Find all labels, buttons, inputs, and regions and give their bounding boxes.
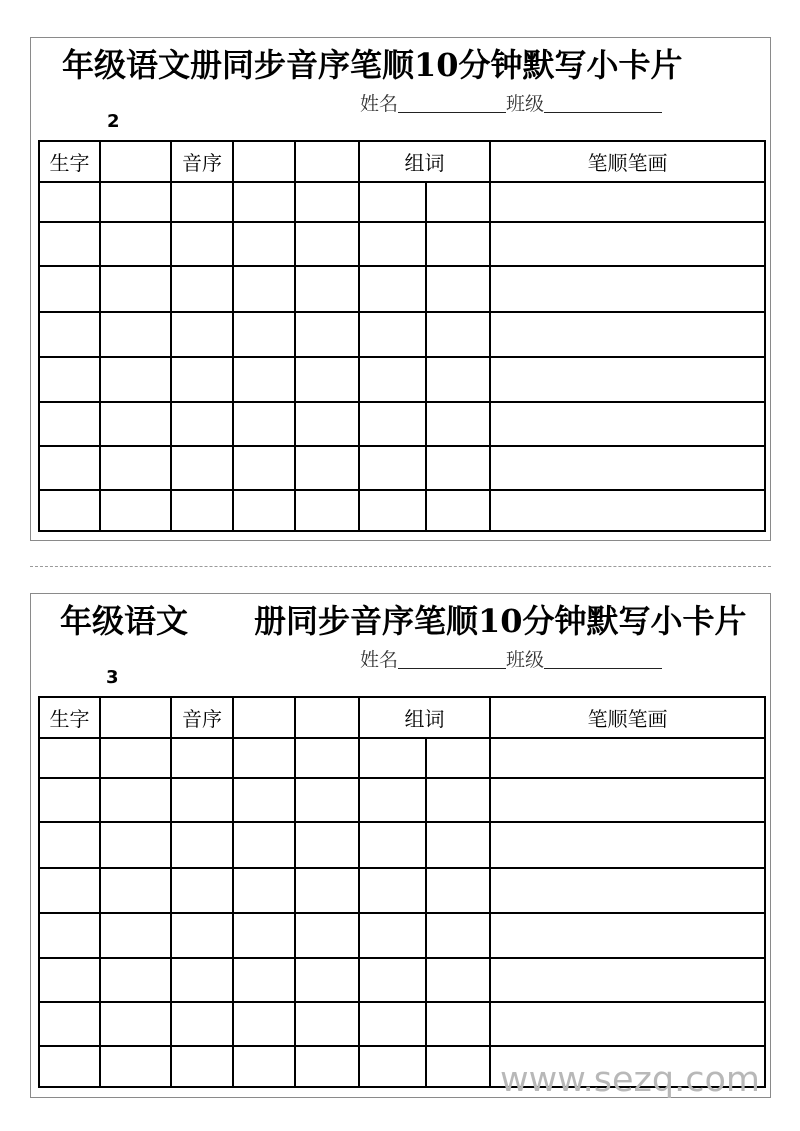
blank-cell xyxy=(233,266,295,312)
table-row xyxy=(39,446,765,490)
blank-cell xyxy=(426,312,490,357)
blank-cell xyxy=(490,822,765,868)
card-number: 3 xyxy=(106,667,119,688)
header-phonetic-order: 音序 xyxy=(171,697,233,738)
card-title: 年级语文册同步音序笔顺10分钟默写小卡片 xyxy=(62,46,683,84)
blank-cell xyxy=(295,822,359,868)
blank-cell xyxy=(100,402,171,446)
table-row xyxy=(39,958,765,1002)
table-body xyxy=(39,182,765,531)
blank-cell xyxy=(295,1046,359,1087)
header-blank xyxy=(233,697,295,738)
blank-cell xyxy=(295,778,359,822)
blank-cell xyxy=(490,778,765,822)
blank-cell xyxy=(490,1002,765,1046)
blank-cell xyxy=(295,266,359,312)
blank-cell xyxy=(171,778,233,822)
blank-cell xyxy=(359,868,426,913)
blank-cell xyxy=(171,266,233,312)
blank-cell xyxy=(100,868,171,913)
blank-cell xyxy=(171,868,233,913)
blank-cell xyxy=(100,958,171,1002)
table-row xyxy=(39,778,765,822)
dictation-card xyxy=(30,593,771,1098)
blank-cell xyxy=(295,868,359,913)
blank-cell xyxy=(426,357,490,402)
dictation-table xyxy=(38,696,766,1088)
blank-cell xyxy=(490,357,765,402)
blank-cell xyxy=(171,446,233,490)
blank-cell xyxy=(295,738,359,778)
blank-cell xyxy=(100,357,171,402)
blank-cell xyxy=(100,490,171,531)
blank-cell xyxy=(39,357,100,402)
blank-cell xyxy=(490,312,765,357)
blank-cell xyxy=(233,402,295,446)
blank-cell xyxy=(295,1002,359,1046)
name-blank xyxy=(398,92,506,113)
blank-cell xyxy=(295,357,359,402)
name-label: 姓名 xyxy=(360,93,399,115)
blank-cell xyxy=(233,822,295,868)
dictation-card xyxy=(30,37,771,541)
student-info-line xyxy=(360,648,662,672)
blank-cell xyxy=(39,1002,100,1046)
header-stroke-order: 笔顺笔画 xyxy=(490,697,765,738)
blank-cell xyxy=(233,357,295,402)
blank-cell xyxy=(490,182,765,222)
header-blank xyxy=(100,697,171,738)
blank-cell xyxy=(100,822,171,868)
blank-cell xyxy=(295,312,359,357)
blank-cell xyxy=(426,446,490,490)
blank-cell xyxy=(359,778,426,822)
blank-cell xyxy=(295,402,359,446)
blank-cell xyxy=(359,1002,426,1046)
header-character: 生字 xyxy=(39,141,100,182)
table-row xyxy=(39,357,765,402)
blank-cell xyxy=(233,913,295,958)
blank-cell xyxy=(100,778,171,822)
blank-cell xyxy=(100,446,171,490)
blank-cell xyxy=(490,402,765,446)
blank-cell xyxy=(359,266,426,312)
blank-cell xyxy=(490,222,765,266)
blank-cell xyxy=(100,1046,171,1087)
class-label: 班级 xyxy=(506,93,545,115)
blank-cell xyxy=(426,868,490,913)
header-blank xyxy=(295,141,359,182)
blank-cell xyxy=(233,182,295,222)
class-blank xyxy=(544,92,662,113)
blank-cell xyxy=(39,312,100,357)
site-watermark: www.sezq.com xyxy=(500,1060,761,1100)
blank-cell xyxy=(359,913,426,958)
table-row xyxy=(39,182,765,222)
blank-cell xyxy=(359,182,426,222)
blank-cell xyxy=(359,222,426,266)
blank-cell xyxy=(39,868,100,913)
blank-cell xyxy=(295,913,359,958)
blank-cell xyxy=(39,958,100,1002)
blank-cell xyxy=(171,913,233,958)
blank-cell xyxy=(426,490,490,531)
blank-cell xyxy=(233,1002,295,1046)
card-number: 2 xyxy=(107,111,120,132)
blank-cell xyxy=(233,778,295,822)
blank-cell xyxy=(359,738,426,778)
blank-cell xyxy=(171,958,233,1002)
blank-cell xyxy=(490,490,765,531)
blank-cell xyxy=(295,182,359,222)
blank-cell xyxy=(490,738,765,778)
header-character: 生字 xyxy=(39,697,100,738)
name-label: 姓名 xyxy=(360,649,399,671)
blank-cell xyxy=(39,222,100,266)
dictation-table xyxy=(38,140,766,532)
table-row xyxy=(39,822,765,868)
blank-cell xyxy=(39,822,100,868)
class-blank xyxy=(544,648,662,669)
card-title-right: 册同步音序笔顺10分钟默写小卡片 xyxy=(254,602,747,640)
table-row xyxy=(39,266,765,312)
table-row xyxy=(39,312,765,357)
blank-cell xyxy=(233,312,295,357)
blank-cell xyxy=(171,738,233,778)
blank-cell xyxy=(171,490,233,531)
blank-cell xyxy=(426,1046,490,1087)
table-row xyxy=(39,490,765,531)
blank-cell xyxy=(39,778,100,822)
blank-cell xyxy=(233,738,295,778)
header-phonetic-order: 音序 xyxy=(171,141,233,182)
blank-cell xyxy=(39,490,100,531)
header-blank xyxy=(295,697,359,738)
blank-cell xyxy=(233,446,295,490)
blank-cell xyxy=(39,402,100,446)
blank-cell xyxy=(233,1046,295,1087)
table-row xyxy=(39,222,765,266)
blank-cell xyxy=(426,778,490,822)
blank-cell xyxy=(100,182,171,222)
blank-cell xyxy=(295,490,359,531)
blank-cell xyxy=(100,738,171,778)
blank-cell xyxy=(426,402,490,446)
blank-cell xyxy=(233,868,295,913)
blank-cell xyxy=(171,1046,233,1087)
blank-cell xyxy=(359,822,426,868)
blank-cell xyxy=(426,913,490,958)
blank-cell xyxy=(426,958,490,1002)
blank-cell xyxy=(426,182,490,222)
student-info-line xyxy=(360,92,662,116)
blank-cell xyxy=(171,182,233,222)
blank-cell xyxy=(233,222,295,266)
name-blank xyxy=(398,648,506,669)
table-row xyxy=(39,738,765,778)
blank-cell xyxy=(359,357,426,402)
dashed-cut-line xyxy=(30,566,771,567)
blank-cell xyxy=(100,913,171,958)
blank-cell xyxy=(100,1002,171,1046)
blank-cell xyxy=(359,1046,426,1087)
blank-cell xyxy=(171,402,233,446)
blank-cell xyxy=(171,312,233,357)
class-label: 班级 xyxy=(506,649,545,671)
table-row xyxy=(39,1002,765,1046)
header-blank xyxy=(100,141,171,182)
blank-cell xyxy=(171,1002,233,1046)
blank-cell xyxy=(39,738,100,778)
blank-cell xyxy=(426,222,490,266)
header-row xyxy=(39,697,765,738)
blank-cell xyxy=(39,1046,100,1087)
blank-cell xyxy=(490,913,765,958)
blank-cell xyxy=(490,266,765,312)
blank-cell xyxy=(490,958,765,1002)
blank-cell xyxy=(426,266,490,312)
blank-cell xyxy=(100,222,171,266)
card-title-left: 年级语文 xyxy=(60,602,189,640)
blank-cell xyxy=(359,312,426,357)
blank-cell xyxy=(100,312,171,357)
blank-cell xyxy=(39,913,100,958)
table-row xyxy=(39,402,765,446)
header-word-building: 组词 xyxy=(359,141,490,182)
blank-cell xyxy=(359,446,426,490)
table-row xyxy=(39,868,765,913)
blank-cell xyxy=(359,958,426,1002)
blank-cell xyxy=(490,446,765,490)
blank-cell xyxy=(171,822,233,868)
blank-cell xyxy=(100,266,171,312)
table-row xyxy=(39,913,765,958)
header-stroke-order: 笔顺笔画 xyxy=(490,141,765,182)
blank-cell xyxy=(233,958,295,1002)
header-word-building: 组词 xyxy=(359,697,490,738)
blank-cell xyxy=(359,490,426,531)
header-row xyxy=(39,141,765,182)
blank-cell xyxy=(295,958,359,1002)
blank-cell xyxy=(39,266,100,312)
blank-cell xyxy=(233,490,295,531)
blank-cell xyxy=(426,1002,490,1046)
blank-cell xyxy=(39,182,100,222)
header-blank xyxy=(233,141,295,182)
blank-cell xyxy=(171,222,233,266)
blank-cell xyxy=(426,738,490,778)
blank-cell xyxy=(359,402,426,446)
blank-cell xyxy=(490,868,765,913)
blank-cell xyxy=(295,446,359,490)
blank-cell xyxy=(295,222,359,266)
table-body xyxy=(39,738,765,1087)
blank-cell xyxy=(171,357,233,402)
blank-cell xyxy=(39,446,100,490)
blank-cell xyxy=(426,822,490,868)
